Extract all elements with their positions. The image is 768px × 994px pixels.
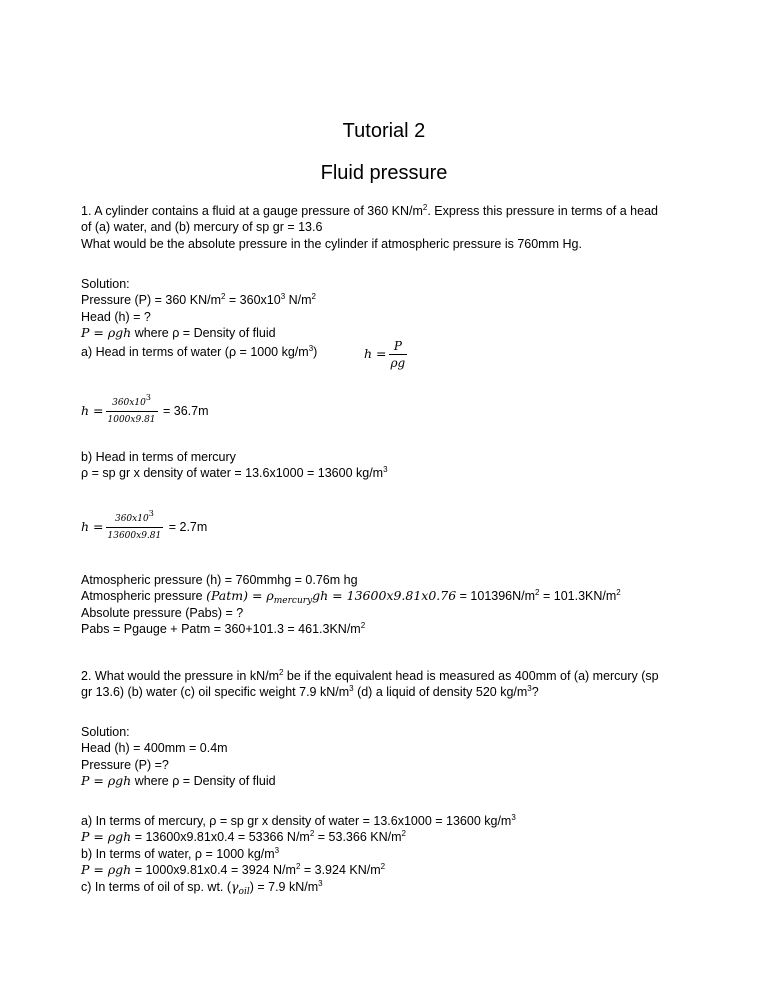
- pressure-line: Pressure (P) = 360 $KN/m^2 = 360x10^3$ $N/m^2$: [81, 292, 316, 307]
- head-line: Head (h) = ?: [81, 310, 151, 324]
- h-formula: h = $\frac{P}{\rho g}$: [364, 339, 406, 370]
- part-a-label: a) Head in terms of water (ρ = 1000 $kg/m^3$): [81, 344, 318, 359]
- formula-line: P = ρgh where ρ = Density of fluid: [81, 325, 276, 340]
- q2-part-b-calc: P = ρgh = 1000x9.81x0.4 = 3924 $N/m^2 = 3.924$ $KN/m^2$: [81, 862, 386, 877]
- atm-line-1: Atmospheric pressure (h) = 760mmhg = 0.76m hg: [81, 573, 358, 587]
- solution-label: Solution:: [81, 277, 130, 291]
- atm-line-2: Atmospheric pressure (Patm) = $\rho_{mercury}gh = 13600x9.81x0.76 = 101396N/m^2 = 101.3KN/m^2$: [81, 588, 621, 606]
- q2-text: gr 13.6) (b) water (c) oil specific weight 7.9 $kN/m^3$ (d) a liquid of density 520 $kg/m^3$?: [81, 684, 539, 699]
- abs-line-1: Absolute pressure (Pabs) = ?: [81, 606, 244, 620]
- part-b-label: b) Head in terms of mercury: [81, 450, 236, 464]
- q2-part-a-calc: P = ρgh = 13600x9.81x0.4 = 53366 $N/m^2 = 53.366$ $KN/m^2$: [81, 829, 406, 844]
- doc-title: Tutorial 2: [342, 120, 426, 142]
- q1-text: 1. A cylinder contains a fluid at a gauge pressure of 360 $KN/m^2$. Express this pressure in terms of a head: [81, 203, 658, 218]
- doc-subtitle: Fluid pressure: [320, 162, 448, 184]
- q2-part-b: b) In terms of water, ρ = 1000 $kg/m^3$: [81, 846, 280, 861]
- part-b-rho: ρ = sp gr x density of water = 13.6x1000 = 13600 $kg/m^3$: [81, 465, 388, 480]
- part-b-calc: h = $\frac{360x10^3}{13600x9.81}$ = 2.7m: [81, 509, 208, 541]
- formula-line: P = ρgh where ρ = Density of fluid: [81, 773, 276, 788]
- q1-text: of (a) water, and (b) mercury of sp gr = 13.6: [81, 220, 323, 234]
- part-a-calc: h = $\frac{360x10^3}{1000x9.81}$ = 36.7m: [81, 393, 209, 425]
- q1-text: What would be the absolute pressure in the cylinder if atmospheric pressure is 760mm Hg.: [81, 237, 582, 251]
- solution-label: Solution:: [81, 725, 130, 739]
- q2-text: 2. What would the pressure in $kN/m^2$ be if the equivalent head is measured as 400mm of (a) mercury (sp: [81, 668, 659, 683]
- abs-line-2: Pabs = Pgauge + Patm = $360+101.3 = 461.3KN/m^2$: [81, 621, 366, 636]
- q2-part-c: c) In terms of oil of sp. wt. $(\gamma_{oil}) = 7.9$ $kN/m^3$: [81, 879, 323, 897]
- head-line: Head (h) = 400mm = 0.4m: [81, 741, 228, 755]
- q2-part-a: a) In terms of mercury, ρ = sp gr x density of water = 13.6x1000 = 13600 $kg/m^3$: [81, 813, 516, 828]
- pressure-line: Pressure (P) =?: [81, 758, 169, 772]
